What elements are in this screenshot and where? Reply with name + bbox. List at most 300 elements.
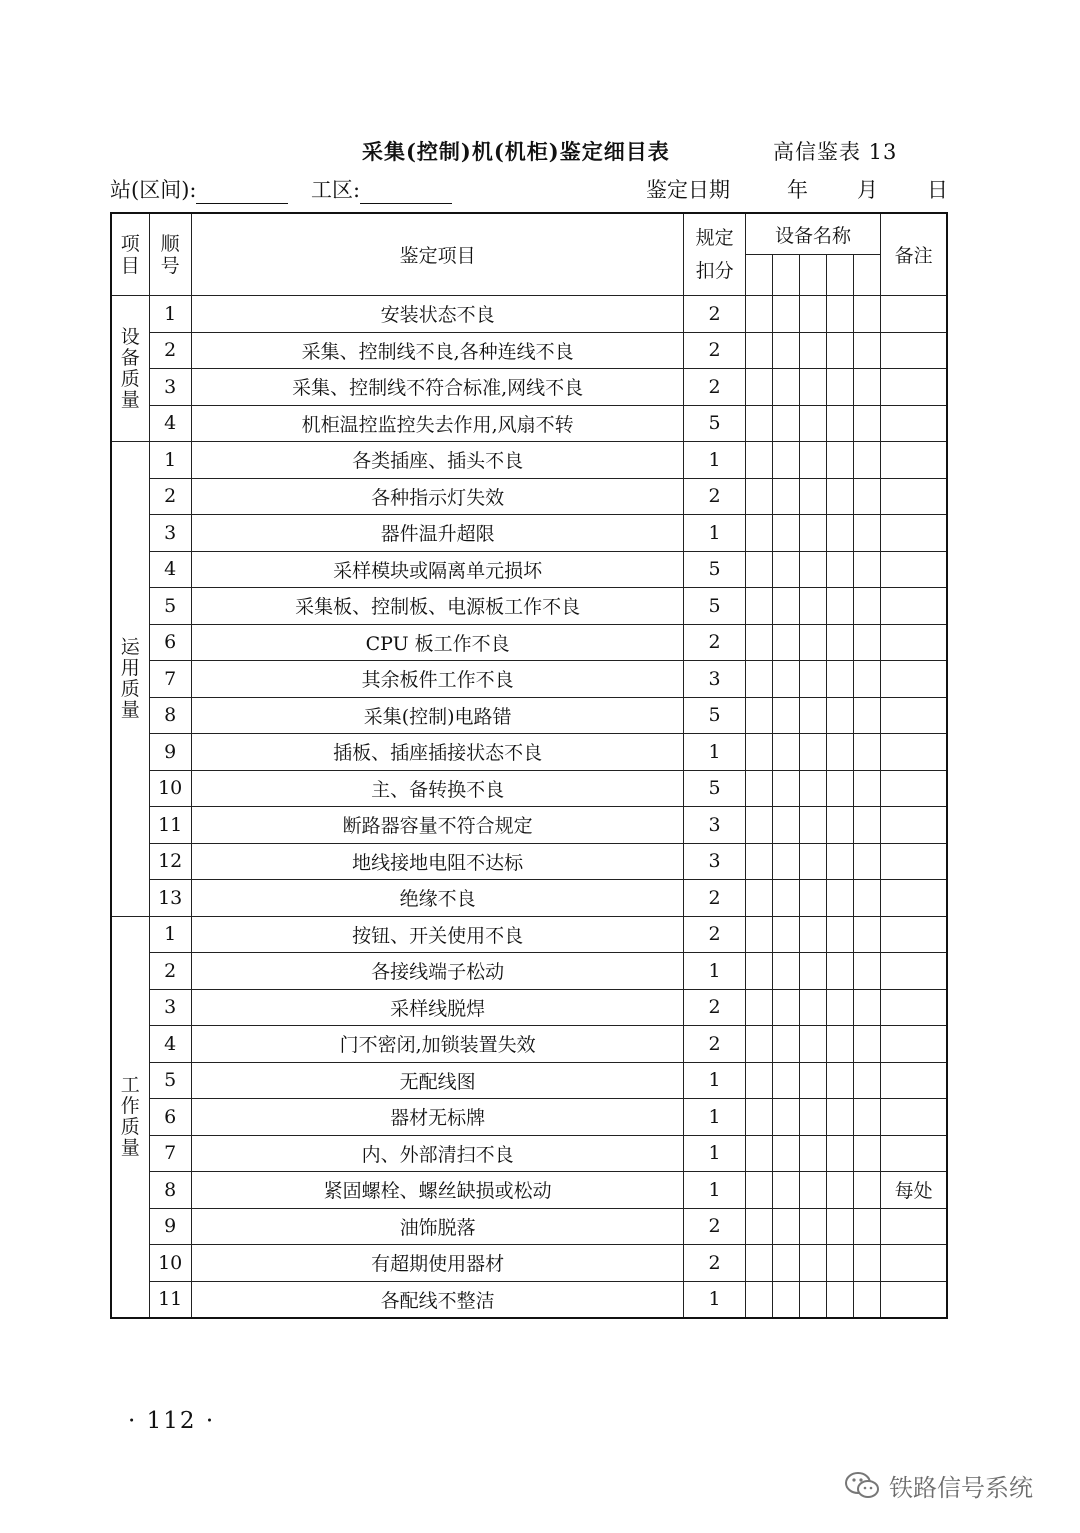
equipment-cell[interactable] (799, 624, 826, 661)
remark-cell[interactable] (881, 989, 947, 1026)
equipment-cell[interactable] (826, 369, 853, 406)
check-item: 采集板、控制板、电源板工作不良 (191, 588, 684, 625)
equipment-cell[interactable] (772, 1245, 799, 1282)
category-cell (111, 442, 149, 917)
header-row-1 (111, 213, 947, 255)
table-row (111, 1172, 947, 1209)
equipment-cell[interactable] (826, 1099, 853, 1136)
equipment-cell[interactable] (772, 1099, 799, 1136)
equipment-cell[interactable] (745, 1208, 772, 1245)
row-number: 7 (149, 1135, 191, 1172)
category-label: 工作质量 (120, 1073, 140, 1159)
deduction-points: 5 (684, 697, 745, 734)
equipment-cell[interactable] (854, 515, 881, 552)
remark-cell[interactable] (881, 1208, 947, 1245)
equipment-cell[interactable] (826, 989, 853, 1026)
equipment-cell[interactable] (799, 551, 826, 588)
equipment-cell[interactable] (745, 551, 772, 588)
row-number: 4 (149, 1026, 191, 1063)
equipment-cell[interactable] (799, 478, 826, 515)
check-item: 按钮、开关使用不良 (191, 916, 684, 953)
remark-cell[interactable] (881, 588, 947, 625)
equipment-cell[interactable] (799, 1026, 826, 1063)
remark-cell[interactable] (881, 442, 947, 479)
remark-cell[interactable] (881, 1245, 947, 1282)
page-title: 采集(控制)机(机柜)鉴定细目表 (362, 139, 670, 164)
section-blank[interactable] (360, 181, 452, 204)
row-number: 6 (149, 624, 191, 661)
table-row (111, 478, 947, 515)
equipment-cell[interactable] (854, 1099, 881, 1136)
equipment-cell[interactable] (854, 405, 881, 442)
category-label: 运用质量 (120, 635, 140, 721)
row-number: 3 (149, 369, 191, 406)
equipment-cell[interactable] (772, 1062, 799, 1099)
equipment-cell[interactable] (799, 442, 826, 479)
equipment-cell[interactable] (772, 770, 799, 807)
table-row (111, 442, 947, 479)
deduction-points: 2 (684, 880, 745, 917)
remark-cell[interactable] (881, 916, 947, 953)
equipment-cell[interactable] (799, 1245, 826, 1282)
equipment-cell[interactable] (799, 1281, 826, 1318)
deduction-points: 3 (684, 843, 745, 880)
row-number: 5 (149, 1062, 191, 1099)
table-row (111, 843, 947, 880)
wechat-icon (843, 1470, 883, 1502)
equipment-cell[interactable] (854, 1245, 881, 1282)
equipment-cell[interactable] (745, 916, 772, 953)
equipment-cell[interactable] (826, 442, 853, 479)
equipment-cell[interactable] (799, 734, 826, 771)
equipment-cell[interactable] (826, 551, 853, 588)
check-item: 主、备转换不良 (191, 770, 684, 807)
equipment-cell[interactable] (826, 588, 853, 625)
equipment-cell[interactable] (745, 843, 772, 880)
check-item: 有超期使用器材 (191, 1245, 684, 1282)
equipment-cell[interactable] (854, 880, 881, 917)
equipment-cell[interactable] (772, 515, 799, 552)
row-number: 8 (149, 1172, 191, 1209)
equipment-cell[interactable] (745, 661, 772, 698)
row-number: 2 (149, 478, 191, 515)
equipment-cell[interactable] (745, 442, 772, 479)
equipment-cell[interactable] (772, 1172, 799, 1209)
equipment-subcol (799, 255, 826, 296)
equipment-cell[interactable] (745, 1026, 772, 1063)
row-number: 6 (149, 1099, 191, 1136)
category-cell (111, 296, 149, 442)
deduction-points: 5 (684, 405, 745, 442)
remark-cell[interactable] (881, 807, 947, 844)
equipment-cell[interactable] (745, 880, 772, 917)
section-field (311, 174, 452, 204)
check-item: 绝缘不良 (191, 880, 684, 917)
table-row (111, 588, 947, 625)
equipment-cell[interactable] (772, 953, 799, 990)
check-item: 机柜温控监控失去作用,风扇不转 (191, 405, 684, 442)
deduction-points: 1 (684, 1172, 745, 1209)
remark-cell[interactable] (881, 1099, 947, 1136)
equipment-cell[interactable] (772, 478, 799, 515)
check-item: 采集(控制)电路错 (191, 697, 684, 734)
equipment-cell[interactable] (854, 551, 881, 588)
check-item: 插板、插座插接状态不良 (191, 734, 684, 771)
deduction-points: 2 (684, 369, 745, 406)
month-label: 月 (857, 178, 878, 202)
equipment-cell[interactable] (826, 1026, 853, 1063)
row-number: 5 (149, 588, 191, 625)
equipment-cell[interactable] (854, 1026, 881, 1063)
equipment-cell[interactable] (854, 770, 881, 807)
table-row (111, 296, 947, 333)
deduction-points: 2 (684, 478, 745, 515)
equipment-cell[interactable] (745, 989, 772, 1026)
equipment-cell[interactable] (826, 843, 853, 880)
equipment-cell[interactable] (745, 1099, 772, 1136)
deduction-points: 3 (684, 807, 745, 844)
remark-cell[interactable] (881, 1135, 947, 1172)
table-row (111, 1026, 947, 1063)
equipment-cell[interactable] (772, 405, 799, 442)
equipment-cell[interactable] (745, 478, 772, 515)
equipment-cell[interactable] (745, 1172, 772, 1209)
equipment-cell[interactable] (772, 661, 799, 698)
equipment-subcol (772, 255, 799, 296)
station-label: 站(区间): (110, 178, 197, 202)
remark-cell[interactable] (881, 661, 947, 698)
equipment-cell[interactable] (745, 953, 772, 990)
equipment-cell[interactable] (826, 1135, 853, 1172)
check-item: 无配线图 (191, 1062, 684, 1099)
station-blank[interactable] (196, 181, 288, 204)
equipment-cell[interactable] (745, 807, 772, 844)
table-row (111, 515, 947, 552)
deduction-points: 1 (684, 1281, 745, 1318)
equipment-cell[interactable] (854, 369, 881, 406)
equipment-cell[interactable] (772, 332, 799, 369)
equipment-cell[interactable] (826, 734, 853, 771)
equipment-cell[interactable] (854, 697, 881, 734)
deduction-points: 5 (684, 770, 745, 807)
row-number: 1 (149, 916, 191, 953)
table-row (111, 880, 947, 917)
table-row (111, 1099, 947, 1136)
equipment-cell[interactable] (799, 369, 826, 406)
table-row (111, 1245, 947, 1282)
deduction-points: 5 (684, 588, 745, 625)
row-number: 4 (149, 405, 191, 442)
equipment-cell[interactable] (854, 734, 881, 771)
equipment-cell[interactable] (772, 296, 799, 333)
equipment-cell[interactable] (799, 588, 826, 625)
equipment-cell[interactable] (854, 624, 881, 661)
deduction-points: 1 (684, 1099, 745, 1136)
col-category-header: 项目 (111, 213, 149, 296)
check-item: 器件温升超限 (191, 515, 684, 552)
assessment-table (110, 212, 948, 1319)
equipment-cell[interactable] (745, 369, 772, 406)
deduction-points: 1 (684, 953, 745, 990)
equipment-cell[interactable] (854, 1208, 881, 1245)
equipment-cell[interactable] (745, 296, 772, 333)
remark-cell[interactable] (881, 369, 947, 406)
check-item: CPU 板工作不良 (191, 624, 684, 661)
deduction-points: 1 (684, 734, 745, 771)
equipment-cell[interactable] (854, 916, 881, 953)
equipment-cell[interactable] (772, 551, 799, 588)
equipment-cell[interactable] (799, 697, 826, 734)
table-row (111, 989, 947, 1026)
col-equipment-header: 设备名称 (745, 213, 881, 255)
check-item: 安装状态不良 (191, 296, 684, 333)
equipment-cell[interactable] (745, 515, 772, 552)
equipment-cell[interactable] (745, 1245, 772, 1282)
equipment-cell[interactable] (854, 442, 881, 479)
row-number: 1 (149, 442, 191, 479)
equipment-cell[interactable] (826, 405, 853, 442)
equipment-cell[interactable] (854, 953, 881, 990)
table-row (111, 332, 947, 369)
check-item: 紧固螺栓、螺丝缺损或松动 (191, 1172, 684, 1209)
remark-cell[interactable] (881, 296, 947, 333)
table-row (111, 1135, 947, 1172)
deduction-points: 2 (684, 624, 745, 661)
deduction-points: 2 (684, 1245, 745, 1282)
table-row (111, 916, 947, 953)
equipment-cell[interactable] (854, 989, 881, 1026)
check-item: 各类插座、插头不良 (191, 442, 684, 479)
check-item: 内、外部清扫不良 (191, 1135, 684, 1172)
equipment-cell[interactable] (826, 478, 853, 515)
deduction-points: 1 (684, 442, 745, 479)
equipment-cell[interactable] (772, 880, 799, 917)
remark-cell[interactable] (881, 1062, 947, 1099)
table-row (111, 807, 947, 844)
check-item: 断路器容量不符合规定 (191, 807, 684, 844)
equipment-cell[interactable] (772, 697, 799, 734)
equipment-cell[interactable] (826, 880, 853, 917)
check-item: 各种指示灯失效 (191, 478, 684, 515)
remark-cell[interactable] (881, 953, 947, 990)
equipment-cell[interactable] (772, 989, 799, 1026)
equipment-cell[interactable] (826, 296, 853, 333)
deduction-points: 1 (684, 1062, 745, 1099)
page-number: · 112 · (128, 1408, 216, 1434)
equipment-cell[interactable] (826, 515, 853, 552)
equipment-cell[interactable] (745, 405, 772, 442)
equipment-cell[interactable] (799, 515, 826, 552)
equipment-cell[interactable] (772, 369, 799, 406)
equipment-cell[interactable] (772, 588, 799, 625)
equipment-cell[interactable] (799, 405, 826, 442)
equipment-cell[interactable] (826, 624, 853, 661)
check-item: 采样线脱焊 (191, 989, 684, 1026)
equipment-cell[interactable] (745, 624, 772, 661)
year-label: 年 (787, 178, 808, 202)
equipment-cell[interactable] (745, 332, 772, 369)
equipment-cell[interactable] (745, 1281, 772, 1318)
equipment-cell[interactable] (799, 807, 826, 844)
equipment-cell[interactable] (799, 332, 826, 369)
check-item: 各接线端子松动 (191, 953, 684, 990)
equipment-cell[interactable] (854, 296, 881, 333)
equipment-cell[interactable] (772, 843, 799, 880)
row-number: 11 (149, 807, 191, 844)
equipment-subcol (826, 255, 853, 296)
equipment-subcol (854, 255, 881, 296)
table-row (111, 1208, 947, 1245)
equipment-cell[interactable] (799, 1062, 826, 1099)
remark-cell[interactable] (881, 880, 947, 917)
row-number: 2 (149, 953, 191, 990)
equipment-cell[interactable] (772, 1208, 799, 1245)
equipment-cell[interactable] (772, 1281, 799, 1318)
equipment-cell[interactable] (799, 770, 826, 807)
equipment-cell[interactable] (799, 953, 826, 990)
table-row (111, 1281, 947, 1318)
deduction-points: 2 (684, 296, 745, 333)
table-row (111, 734, 947, 771)
table-row (111, 953, 947, 990)
remark-cell[interactable] (881, 551, 947, 588)
row-number: 9 (149, 734, 191, 771)
remark-cell[interactable] (881, 843, 947, 880)
equipment-cell[interactable] (826, 1245, 853, 1282)
equipment-cell[interactable] (799, 916, 826, 953)
equipment-cell[interactable] (799, 843, 826, 880)
deduction-points: 3 (684, 661, 745, 698)
remark-cell[interactable] (881, 515, 947, 552)
equipment-subcol (745, 255, 772, 296)
remark-cell[interactable] (881, 1026, 947, 1063)
row-number: 3 (149, 989, 191, 1026)
table-row (111, 1062, 947, 1099)
equipment-cell[interactable] (799, 1172, 826, 1209)
remark-cell[interactable] (881, 624, 947, 661)
row-number: 10 (149, 770, 191, 807)
col-points-header: 规定扣分 (684, 213, 745, 296)
equipment-cell[interactable] (854, 1172, 881, 1209)
deduction-points: 2 (684, 989, 745, 1026)
row-number: 1 (149, 296, 191, 333)
equipment-cell[interactable] (799, 661, 826, 698)
equipment-cell[interactable] (772, 442, 799, 479)
equipment-cell[interactable] (826, 661, 853, 698)
remark-cell[interactable] (881, 697, 947, 734)
remark-cell[interactable] (881, 734, 947, 771)
title-row (0, 136, 1080, 170)
equipment-cell[interactable] (772, 734, 799, 771)
equipment-cell[interactable] (745, 1062, 772, 1099)
equipment-cell[interactable] (745, 734, 772, 771)
remark-cell[interactable] (881, 1281, 947, 1318)
col-no-header: 顺号 (149, 213, 191, 296)
form-id: 高信鉴表 13 (773, 140, 898, 164)
equipment-cell[interactable] (772, 916, 799, 953)
section-label: 工区: (311, 178, 361, 202)
equipment-cell[interactable] (799, 1208, 826, 1245)
deduction-points: 2 (684, 1208, 745, 1245)
equipment-cell[interactable] (826, 1208, 853, 1245)
equipment-cell[interactable] (854, 332, 881, 369)
row-number: 2 (149, 332, 191, 369)
equipment-cell[interactable] (826, 1281, 853, 1318)
check-item: 采集、控制线不符合标准,网线不良 (191, 369, 684, 406)
row-number: 12 (149, 843, 191, 880)
category-cell (111, 916, 149, 1318)
table-body (111, 296, 947, 1319)
equipment-cell[interactable] (745, 770, 772, 807)
table-row (111, 405, 947, 442)
station-field (110, 174, 288, 204)
deduction-points: 1 (684, 515, 745, 552)
equipment-cell[interactable] (826, 770, 853, 807)
equipment-cell[interactable] (826, 916, 853, 953)
equipment-cell[interactable] (745, 697, 772, 734)
deduction-points: 1 (684, 1135, 745, 1172)
equipment-cell[interactable] (854, 1281, 881, 1318)
equipment-cell[interactable] (854, 661, 881, 698)
equipment-cell[interactable] (826, 1062, 853, 1099)
equipment-cell[interactable] (826, 332, 853, 369)
equipment-cell[interactable] (854, 588, 881, 625)
check-item: 地线接地电阻不达标 (191, 843, 684, 880)
remark-cell[interactable] (881, 478, 947, 515)
equipment-cell[interactable] (745, 588, 772, 625)
equipment-cell[interactable] (799, 989, 826, 1026)
equipment-cell[interactable] (799, 1135, 826, 1172)
equipment-cell[interactable] (826, 697, 853, 734)
equipment-cell[interactable] (826, 807, 853, 844)
deduction-points: 2 (684, 332, 745, 369)
remark-cell[interactable] (881, 770, 947, 807)
equipment-cell[interactable] (826, 1172, 853, 1209)
table-row (111, 770, 947, 807)
remark-cell[interactable]: 每处 (881, 1172, 947, 1209)
check-item: 其余板件工作不良 (191, 661, 684, 698)
equipment-cell[interactable] (826, 953, 853, 990)
equipment-cell[interactable] (772, 1026, 799, 1063)
equipment-cell[interactable] (854, 807, 881, 844)
equipment-cell[interactable] (799, 880, 826, 917)
remark-cell[interactable] (881, 332, 947, 369)
equipment-cell[interactable] (772, 807, 799, 844)
remark-cell[interactable] (881, 405, 947, 442)
watermark (843, 1468, 1033, 1503)
deduction-points: 2 (684, 916, 745, 953)
equipment-cell[interactable] (854, 1135, 881, 1172)
check-item: 采集、控制线不良,各种连线不良 (191, 332, 684, 369)
equipment-cell[interactable] (799, 1099, 826, 1136)
table-row (111, 697, 947, 734)
equipment-cell[interactable] (772, 624, 799, 661)
watermark-text: 铁路信号系统 (889, 1474, 1033, 1502)
check-item: 器材无标牌 (191, 1099, 684, 1136)
table-row (111, 369, 947, 406)
row-number: 10 (149, 1245, 191, 1282)
equipment-cell[interactable] (772, 1135, 799, 1172)
equipment-cell[interactable] (799, 296, 826, 333)
equipment-cell[interactable] (854, 478, 881, 515)
equipment-cell[interactable] (854, 1062, 881, 1099)
table-row (111, 661, 947, 698)
row-number: 4 (149, 551, 191, 588)
deduction-points: 2 (684, 1026, 745, 1063)
equipment-cell[interactable] (745, 1135, 772, 1172)
equipment-cell[interactable] (854, 843, 881, 880)
row-number: 7 (149, 661, 191, 698)
